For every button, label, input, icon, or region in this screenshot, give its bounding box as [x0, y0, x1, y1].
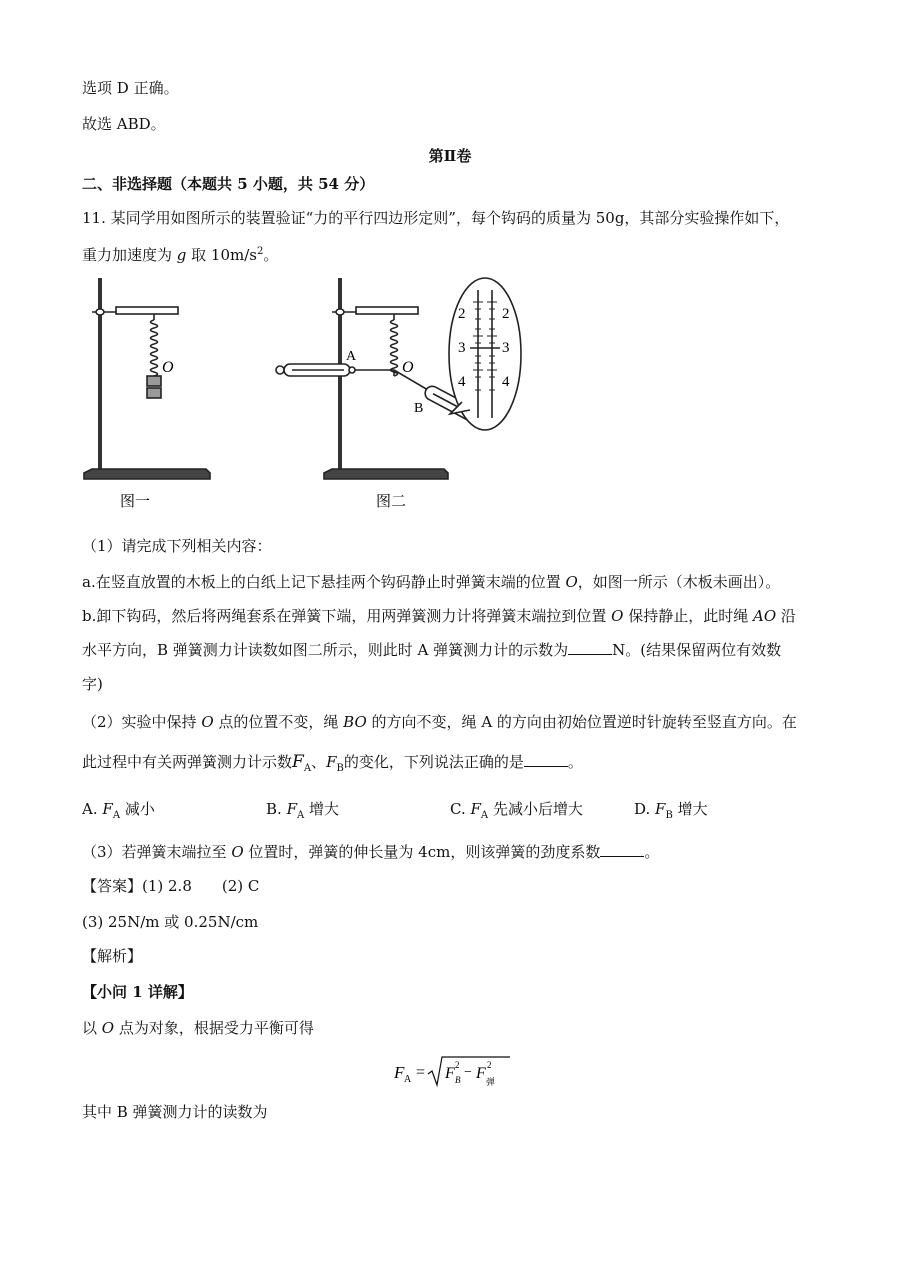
text-fragment: 的方向不变，绳 A 的方向由初始位置逆时针旋转至竖直方向。在 [366, 713, 797, 731]
subquestion-1-heading: 【小问 1 详解】 [82, 983, 193, 1001]
text-fragment: ，如图一所示（木板未画出）。 [577, 573, 781, 591]
subscript: B [665, 810, 673, 821]
symbol-f: F [292, 752, 304, 772]
text-fragment: 保持静止，此时绳 [623, 607, 754, 625]
label-b: B [414, 401, 424, 416]
symbol-o: O [101, 1019, 115, 1037]
analysis-line [82, 1018, 314, 1038]
part-1-b-line1 [82, 606, 796, 626]
section-title: 第Ⅱ卷 [428, 147, 472, 165]
scale-2-right: 2 [502, 306, 510, 322]
option-b[interactable] [266, 799, 339, 826]
text-fragment: 。 [567, 753, 583, 771]
text-fragment: （3）若弹簧末端拉至 [82, 843, 232, 861]
scale-2-left: 2 [458, 306, 466, 322]
scale-4-left: 4 [458, 374, 466, 390]
part-1-b-line3: 字) [82, 675, 103, 693]
last-line: 其中 B 弹簧测力计的读数为 [82, 1103, 268, 1121]
text-fragment: 沿 [776, 607, 796, 625]
part-1-b-line2 [82, 640, 781, 660]
formula-sup-2: 2 [455, 1060, 460, 1070]
symbol-f: F [286, 800, 297, 818]
symbol-o: O [201, 713, 214, 731]
text-fragment: 以 [82, 1019, 102, 1037]
symbol-bo: BO [343, 713, 367, 731]
caption-figure-one: 图一 [120, 492, 151, 510]
subscript: A [297, 810, 305, 821]
option-text: 增大 [309, 800, 340, 818]
symbol-o: O [611, 607, 624, 625]
part-3 [82, 842, 659, 862]
text-fragment: 。 [263, 246, 279, 264]
scale-3-right: 3 [502, 340, 510, 356]
answer-blank[interactable] [568, 640, 612, 655]
option-letter: C. [450, 800, 466, 818]
option-letter: B. [266, 800, 282, 818]
subscript: A [303, 763, 312, 774]
formula-fa [392, 1054, 512, 1090]
answer-blank[interactable] [600, 842, 644, 857]
symbol-ao: AO [753, 607, 777, 625]
scale-3-left: 3 [458, 340, 466, 356]
formula-fb: F [445, 1065, 455, 1082]
formula-minus: − [464, 1065, 472, 1080]
answer-blank[interactable] [524, 752, 568, 767]
text-fragment: b.卸下钩码，然后将两绳套系在弹簧下端，用两弹簧测力计将弹簧末端拉到位置 [82, 607, 612, 625]
subscript: B [336, 763, 344, 774]
text-fragment: 。 [644, 843, 660, 861]
text-fragment: N。(结果保留两位有效数 [612, 641, 782, 659]
subscript: A [112, 810, 121, 821]
formula-sub-b: B [455, 1075, 461, 1085]
formula-sup-2: 2 [487, 1060, 492, 1070]
part-1-intro: （1）请完成下列相关内容： [82, 537, 272, 555]
part-2-line2 [82, 752, 583, 779]
formula-eq: = [416, 1064, 426, 1081]
analysis-heading: 【解析】 [82, 947, 143, 965]
symbol-o: O [565, 573, 578, 591]
symbol-f: F [470, 800, 481, 818]
subscript: A [480, 810, 489, 821]
text-fragment: 点为对象，根据受力平衡可得 [114, 1019, 314, 1037]
option-text: 先减小后增大 [492, 800, 583, 818]
symbol-f: F [655, 800, 666, 818]
caption-figure-two: 图二 [376, 492, 407, 510]
text-fragment: 取 10m/s [186, 246, 257, 264]
label-o-fig1: O [162, 359, 174, 376]
text-fragment: （2）实验中保持 [82, 713, 202, 731]
figure-one-stand [84, 278, 210, 479]
superscript: 2 [257, 246, 264, 257]
answer-line-2: (3) 25N/m 或 0.25N/cm [82, 913, 259, 931]
text-fragment: 水平方向，B 弹簧测力计读数如图二所示，则此时 A 弹簧测力计的示数为 [82, 641, 569, 659]
question-11-line2 [82, 242, 278, 265]
figure-two-stand [276, 278, 521, 479]
symbol-f: F [102, 800, 113, 818]
symbol-o: O [231, 843, 244, 861]
option-text: 增大 [677, 800, 708, 818]
label-a: A [346, 349, 357, 364]
symbol-f: F [326, 753, 337, 771]
formula-ft: F [476, 1065, 486, 1082]
option-d[interactable] [634, 799, 708, 826]
option-text: 减小 [124, 800, 155, 818]
text-choose-abd: 故选 ABD。 [82, 115, 166, 133]
formula-sub-a: A [404, 1074, 412, 1085]
text-fragment: 的变化，下列说法正确的是 [343, 753, 524, 771]
text-option-d-correct: 选项 D 正确。 [82, 79, 179, 97]
label-o-fig2: O [402, 359, 414, 376]
answer-line-1: 【答案】(1) 2.8 (2) C [82, 877, 260, 895]
text-fragment: 、 [311, 753, 327, 771]
apparatus-figure [70, 274, 530, 519]
part-1-a [82, 572, 780, 592]
symbol-g: g [176, 246, 187, 264]
text-fragment: 位置时，弹簧的伸长量为 4cm，则该弹簧的劲度系数 [243, 843, 601, 861]
option-c[interactable] [450, 799, 583, 826]
text-fragment: 重力加速度为 [82, 246, 177, 264]
option-letter: A. [82, 800, 98, 818]
question-11-line1: 11. 某同学用如图所示的装置验证“力的平行四边形定则”，每个钩码的质量为 50g，其部分实验操作如下， [82, 209, 790, 227]
section-heading: 二、非选择题（本题共 5 小题，共 54 分） [82, 175, 375, 193]
text-fragment: 此过程中有关两弹簧测力计示数 [82, 753, 293, 771]
text-fragment: 点的位置不变，绳 [213, 713, 344, 731]
text-fragment: a.在竖直放置的木板上的白纸上记下悬挂两个钩码静止时弹簧末端的位置 [82, 573, 566, 591]
part-2-line1 [82, 712, 797, 732]
option-a[interactable] [82, 799, 155, 826]
formula-sub-tan: 弹 [486, 1078, 496, 1088]
scale-4-right: 4 [502, 374, 510, 390]
formula-f: F [394, 1063, 405, 1082]
option-letter: D. [634, 800, 651, 818]
